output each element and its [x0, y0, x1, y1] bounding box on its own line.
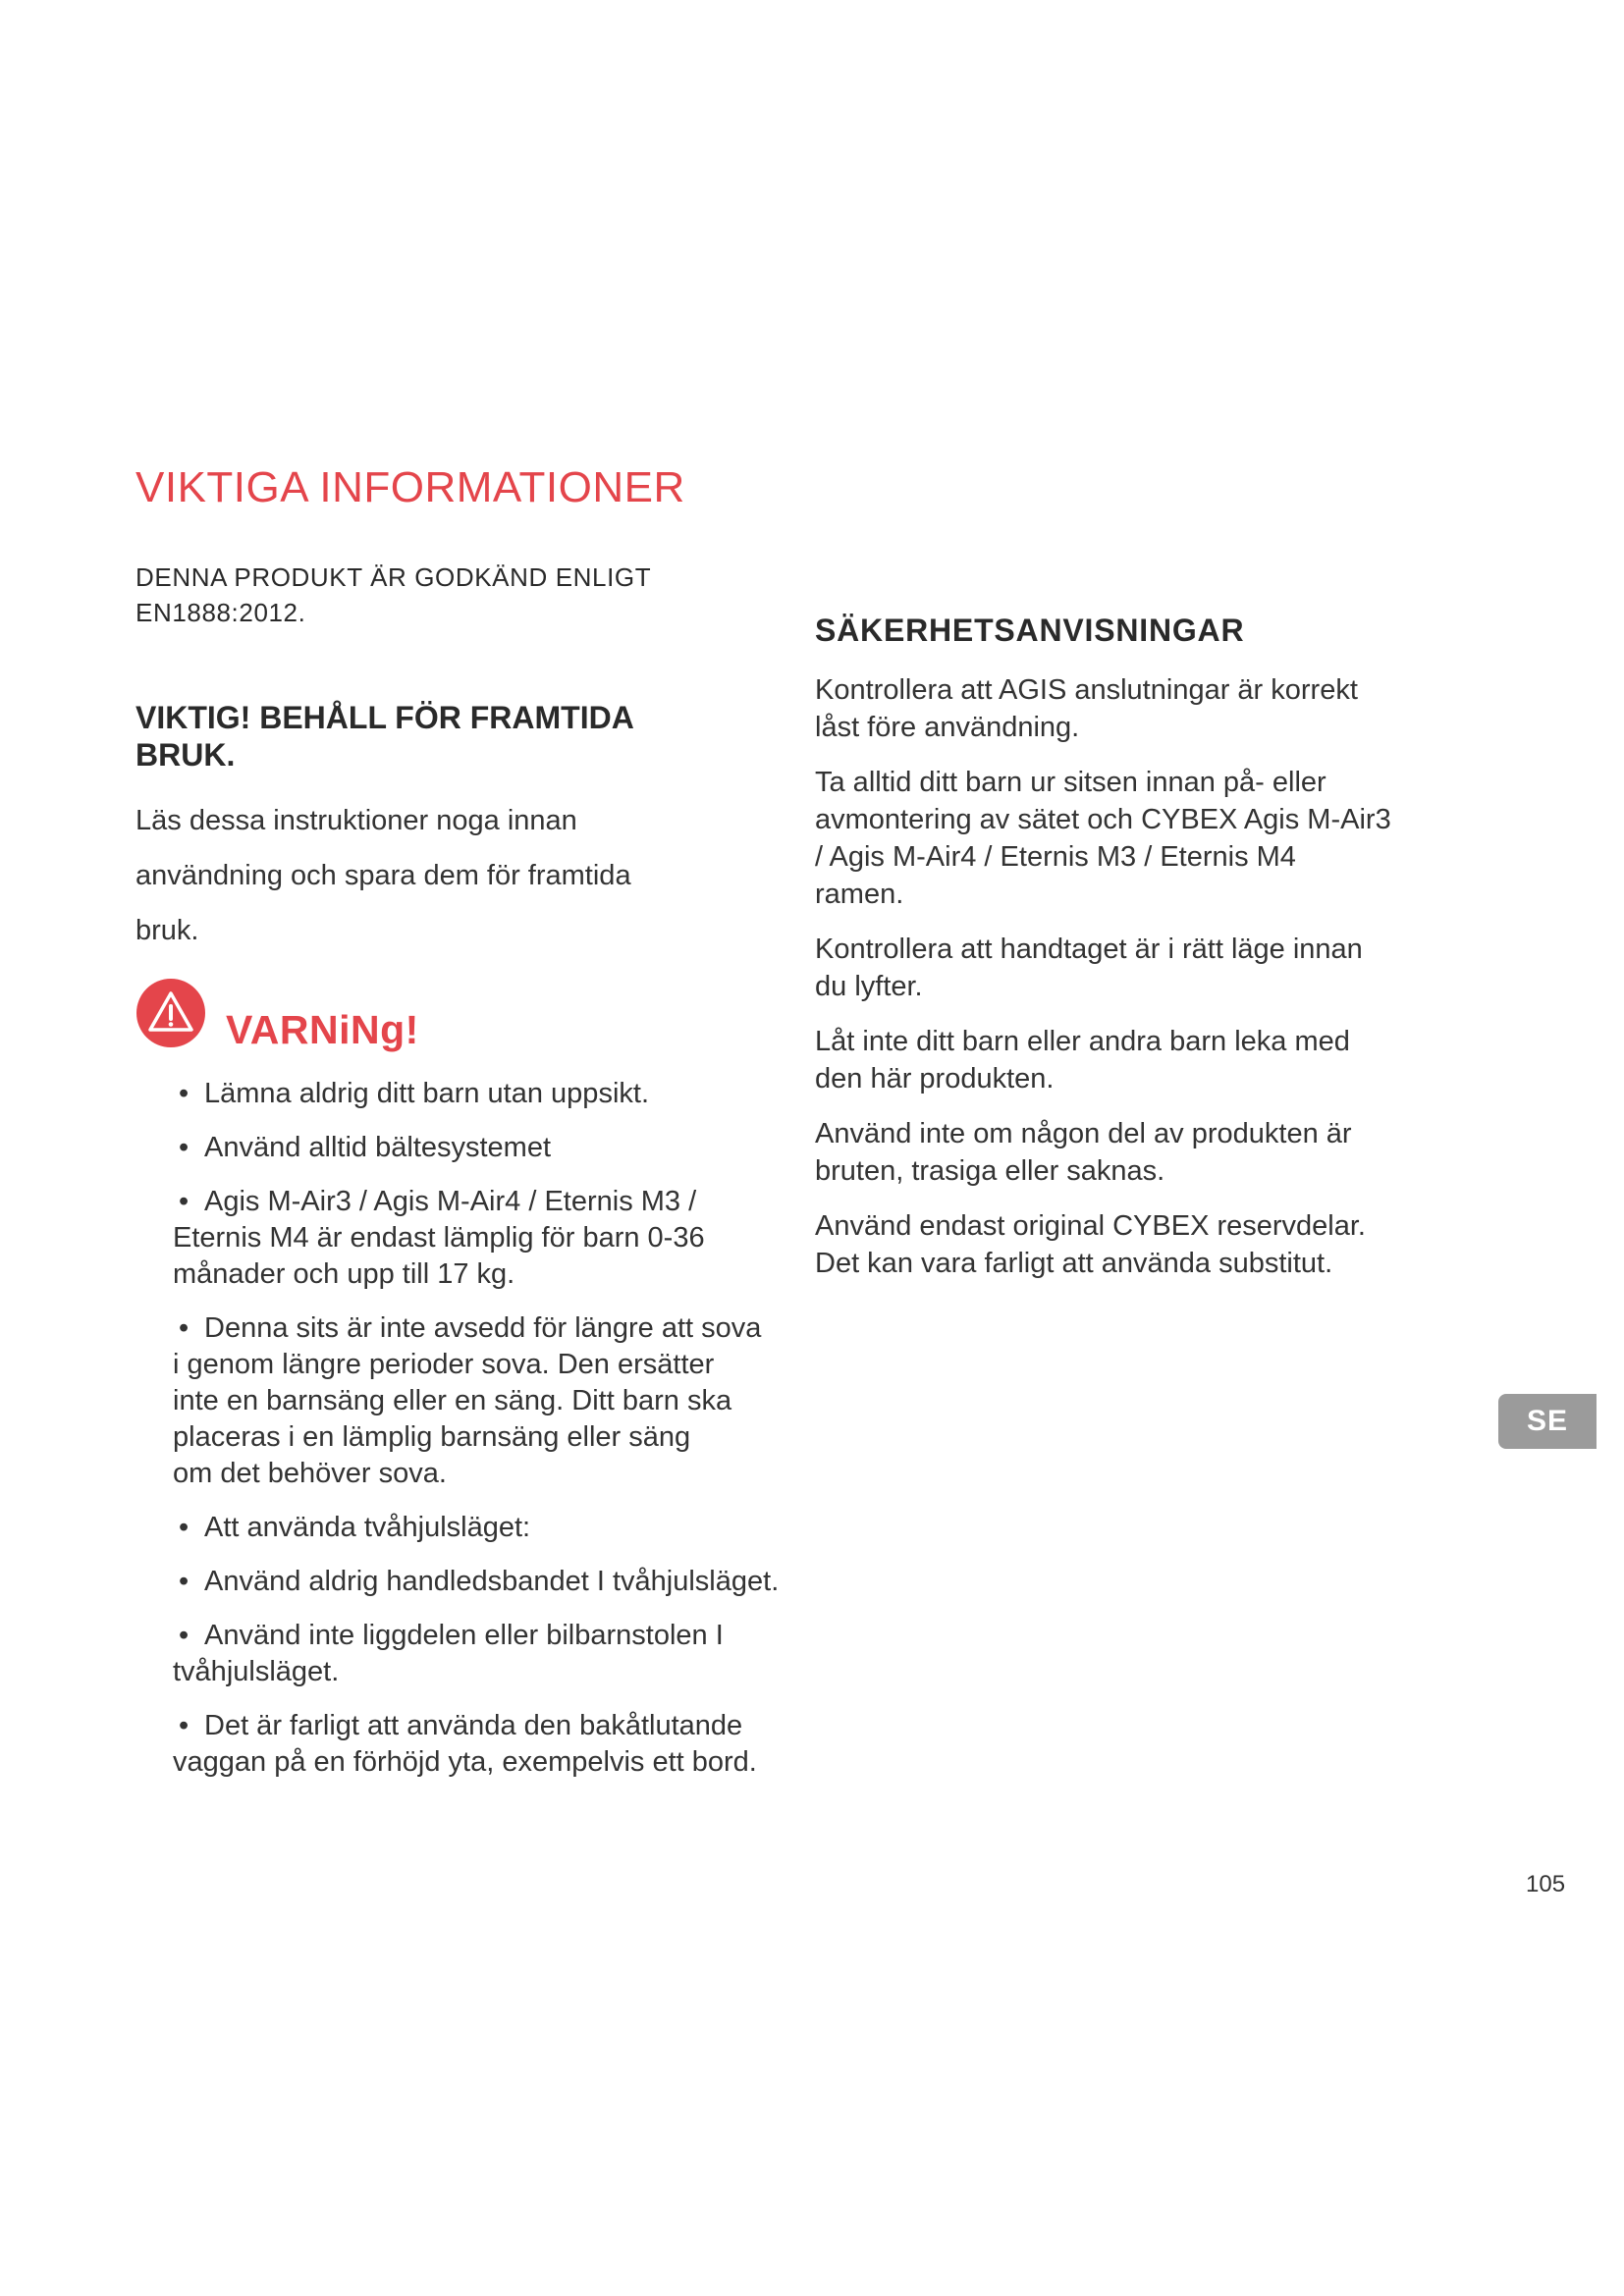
warning-item-text: Använd alltid bältesystemet: [204, 1132, 552, 1163]
warning-item-line: [173, 1744, 805, 1781]
page-title: VIKTIGA INFORMATIONER: [135, 463, 685, 511]
warning-item-text: Denna sits är inte avsedd för längre att sova: [204, 1312, 762, 1344]
warning-item-text: vaggan på en förhöjd yta, exempelvis ett bord.: [173, 1746, 757, 1778]
warning-item-text: månader och upp till 17 kg.: [173, 1258, 515, 1290]
warning-item-line: [173, 1347, 805, 1383]
warning-item: [157, 1618, 805, 1690]
warning-item-line: [173, 1184, 805, 1220]
warning-item-text: placeras i en lämplig barnsäng eller säng: [173, 1421, 691, 1453]
warning-item-text: Lämna aldrig ditt barn utan uppsikt.: [204, 1078, 649, 1109]
warning-list: [157, 1076, 805, 1798]
safety-item-line: den här produkten.: [815, 1063, 1055, 1095]
bullet-icon: •: [179, 1132, 189, 1163]
warning-item-line: [173, 1130, 805, 1166]
warning-item: [157, 1708, 805, 1781]
warning-item-text: Att använda tvåhjulsläget:: [204, 1512, 531, 1543]
bullet-icon: •: [179, 1078, 189, 1109]
safety-item-line: Ta alltid ditt barn ur sitsen innan på- eller: [815, 767, 1326, 798]
keep-line: användning och spara dem för framtida: [135, 860, 631, 891]
safety-item-line: Det kan vara farligt att använda substitut.: [815, 1248, 1333, 1279]
warning-item-text: Det är farligt att använda den bakåtlutande: [204, 1710, 743, 1741]
safety-item: [815, 1115, 1443, 1190]
warning-item-line: [173, 1456, 805, 1492]
safety-list: [815, 671, 1443, 1300]
safety-item: [815, 671, 1443, 746]
safety-item-line: ramen.: [815, 879, 904, 910]
warning-item-line: [173, 1564, 805, 1600]
safety-heading: SÄKERHETSANVISNINGAR: [815, 613, 1245, 648]
warning-item-text: Eternis M4 är endast lämplig för barn 0-36: [173, 1222, 705, 1254]
warning-item-line: [173, 1708, 805, 1744]
safety-item-line: Låt inte ditt barn eller andra barn leka med: [815, 1026, 1350, 1057]
warning-item-line: [173, 1220, 805, 1256]
safety-item-line: Kontrollera att AGIS anslutningar är korrekt: [815, 674, 1358, 706]
language-tab: SE: [1498, 1394, 1597, 1449]
safety-item-line: Använd endast original CYBEX reservdelar.: [815, 1210, 1366, 1242]
safety-item: [815, 931, 1443, 1005]
warning-item-text: inte en barnsäng eller en säng. Ditt barn ska: [173, 1385, 732, 1416]
approval-line: EN1888:2012.: [135, 598, 306, 627]
bullet-icon: •: [179, 1512, 189, 1543]
bullet-icon: •: [179, 1710, 189, 1741]
bullet-icon: •: [179, 1312, 189, 1344]
warning-item: [157, 1076, 805, 1112]
keep-heading: VIKTIG! BEHÅLL FÖR FRAMTIDA BRUK.: [135, 700, 633, 773]
approval-statement: [135, 560, 725, 630]
safety-item-line: Använd inte om någon del av produkten är: [815, 1118, 1352, 1149]
approval-line: DENNA PRODUKT ÄR GODKÄND ENLIGT: [135, 562, 652, 592]
warning-item-line: [173, 1419, 805, 1456]
keep-line: bruk.: [135, 915, 199, 946]
safety-item-line: / Agis M-Air4 / Eternis M3 / Eternis M4: [815, 841, 1296, 873]
warning-triangle-icon: [135, 978, 206, 1048]
warning-item-text: tvåhjulsläget.: [173, 1656, 340, 1687]
bullet-icon: •: [179, 1186, 189, 1217]
warning-item: [157, 1184, 805, 1293]
warning-item-text: Använd inte liggdelen eller bilbarnstolen I: [204, 1620, 724, 1651]
bullet-icon: •: [179, 1620, 189, 1651]
warning-item-line: [173, 1310, 805, 1347]
warning-item: [157, 1510, 805, 1546]
warning-title: VARNiNg!: [226, 1007, 419, 1052]
keep-instructions: [135, 793, 744, 958]
warning-item-line: [173, 1654, 805, 1690]
safety-item-line: låst före användning.: [815, 712, 1080, 743]
warning-item-line: [173, 1618, 805, 1654]
warning-item: [157, 1130, 805, 1166]
safety-item-line: Kontrollera att handtaget är i rätt läge innan: [815, 934, 1363, 965]
warning-item: [157, 1310, 805, 1492]
bullet-icon: •: [179, 1566, 189, 1597]
warning-item-text: Agis M-Air3 / Agis M-Air4 / Eternis M3 /: [204, 1186, 697, 1217]
safety-item: [815, 1023, 1443, 1097]
safety-item-line: bruten, trasiga eller saknas.: [815, 1155, 1165, 1187]
warning-item-line: [173, 1510, 805, 1546]
warning-item-text: om det behöver sova.: [173, 1458, 447, 1489]
warning-item-text: Använd aldrig handledsbandet I tvåhjulsläget.: [204, 1566, 780, 1597]
warning-item-text: i genom längre perioder sova. Den ersätter: [173, 1349, 715, 1380]
warning-item-line: [173, 1076, 805, 1112]
page-number: 105: [1526, 1871, 1566, 1897]
warning-item-line: [173, 1256, 805, 1293]
warning-item-line: [173, 1383, 805, 1419]
warning-item: [157, 1564, 805, 1600]
safety-item-line: avmontering av sätet och CYBEX Agis M-Air3: [815, 804, 1391, 835]
safety-item-line: du lyfter.: [815, 971, 923, 1002]
keep-line: Läs dessa instruktioner noga innan: [135, 805, 577, 836]
safety-item: [815, 764, 1443, 913]
safety-item: [815, 1207, 1443, 1282]
